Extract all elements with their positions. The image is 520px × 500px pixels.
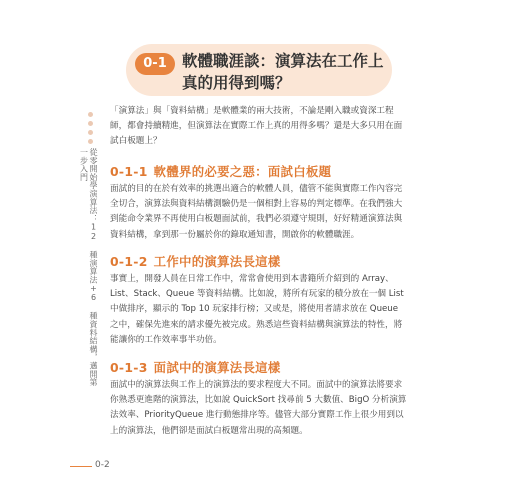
section-number: 0-1-1 bbox=[110, 164, 148, 179]
chapter-number-badge: 0-1 bbox=[135, 53, 175, 75]
section-body-1: 面試的目的在於有效率的挑選出適合的軟體人員，儘管不能與實際工作內容完全切合，演算法與資料結構測驗仍是一個相對上容易的判定標準。在我們強大到能命令業界不再使用白板題面試前，我們必須遵守規則，好好精通演算法與資料結構，拿到那一份屬於你的錄取通知書，開啟你的軟體職涯。 bbox=[110, 184, 403, 240]
side-book-title: 從零開始學演算法：12 種演算法+6 種資料結構，邁開第一步入門 bbox=[79, 148, 98, 387]
chapter-title: 軟體職涯談：演算法在工作上真的用得到嗎？ bbox=[182, 52, 384, 92]
page-number: 0-2 bbox=[95, 460, 110, 470]
section-body-2: 事實上，開發人員在日常工作中，常常會使用到本書籍所介紹到的 Array、List、Stack、Queue 等資料結構。比如說，將所有玩家的積分放在一個 List 中做排序，顯示的 Top 10 玩家排行榜；又或是，將使用者請求放在 Queue 之中，確保先進來的請求優先被完成。熟悉這些資料結構與演算法的特性，將能讓你的工作效率事半功倍。 bbox=[110, 274, 404, 345]
side-decoration-dots bbox=[88, 112, 94, 148]
section-number: 0-1-2 bbox=[110, 254, 148, 269]
section-number: 0-1-3 bbox=[110, 360, 148, 375]
footer-rule bbox=[70, 466, 92, 467]
section-title: 工作中的演算法長這樣 bbox=[153, 254, 281, 269]
section-heading-3 bbox=[110, 358, 410, 376]
section-title: 軟體界的必要之惡：面試白板題 bbox=[153, 164, 332, 179]
section-heading-1 bbox=[110, 162, 410, 180]
section-body-3: 面試中的演算法與工作上的演算法的要求程度大不同。面試中的演算法將要求你熟悉更進階的演算法，比如說 QuickSort 找尋前 5 大數值、BigO 分析演算法效率、PriorityQueue 進行動態排序等。儘管大部分實際工作上很少用到以上的演算法，他們卻是面試白板題常出現的高頻題。 bbox=[110, 380, 407, 436]
section-heading-2 bbox=[110, 252, 410, 270]
intro-paragraph: 「演算法」與「資料結構」是軟體業的兩大技術，不論是剛入職或資深工程師，都會持續精進，但演算法在實際工作上真的用得多嗎？還是大多只用在面試白板題上？ bbox=[110, 106, 403, 147]
section-title: 面試中的演算法長這樣 bbox=[153, 360, 281, 375]
